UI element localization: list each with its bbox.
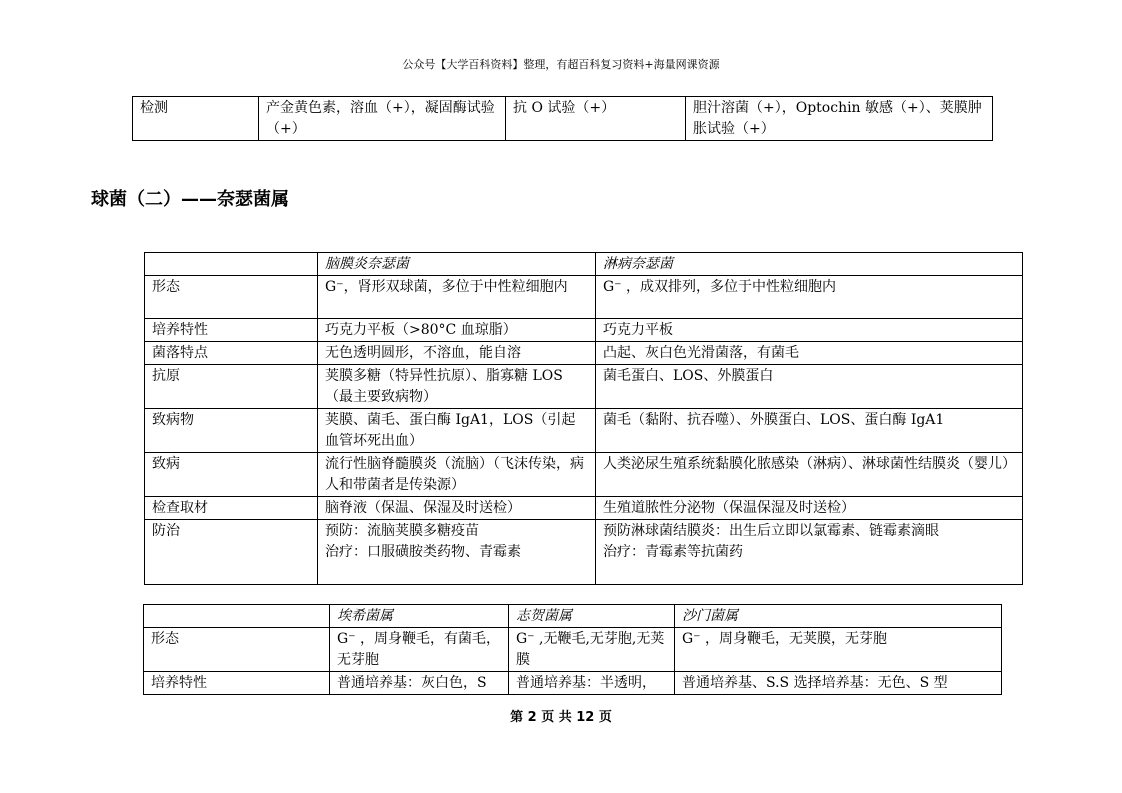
table-row (145, 319, 1023, 342)
header-cell: 埃希菌属 (330, 605, 509, 628)
header-cell: 淋病奈瑟菌 (596, 253, 1023, 276)
table-row (145, 520, 1023, 585)
row-label: 检测 (133, 97, 259, 141)
table-cell: 巧克力平板 (596, 319, 1023, 342)
table-cell: 巧克力平板（>80°C 血琼脂） (318, 319, 596, 342)
table-cell: 普通培养基：半透明， (509, 672, 675, 695)
table-cell: G⁻ ，周身鞭毛，无荚膜，无芽胞 (675, 628, 1002, 672)
table-cell: 人类泌尿生殖系统黏膜化脓感染（淋病）、淋球菌性结膜炎（婴儿） (596, 453, 1023, 497)
row-label: 致病 (145, 453, 318, 497)
section-heading: 球菌（二）——奈瑟菌属 (91, 189, 289, 210)
table-cell: 胆汁溶菌（+），Optochin 敏感（+）、荚膜肿胀试验（+） (686, 97, 993, 141)
row-label: 形态 (145, 276, 318, 319)
table-cell: 预防淋球菌结膜炎：出生后立即以氯霉素、链霉素滴眼 治疗：青霉素等抗菌药 (596, 520, 1023, 585)
table-row (133, 97, 993, 141)
table-cell: 脑脊液（保温、保湿及时送检） (318, 497, 596, 520)
page-footer: 第 2 页 共 12 页 (510, 710, 612, 725)
table-cell: 无色透明圆形，不溶血，能自溶 (318, 342, 596, 365)
table-header-row (144, 605, 1002, 628)
table-row (145, 276, 1023, 319)
table-cell: 普通培养基：灰白色，S (330, 672, 509, 695)
row-label: 菌落特点 (145, 342, 318, 365)
row-label: 防治 (145, 520, 318, 585)
table-cell: 抗 O 试验（+） (506, 97, 686, 141)
table-cell: 普通培养基、S.S 选择培养基：无色、S 型 (675, 672, 1002, 695)
header-cell (144, 605, 330, 628)
row-label: 致病物 (145, 409, 318, 453)
page-header: 公众号【大学百科资料】整理，有超百科复习资料+海量网课资源 (402, 58, 720, 71)
header-cell: 志贺菌属 (509, 605, 675, 628)
row-label: 检查取材 (145, 497, 318, 520)
table-cell: 菌毛（黏附、抗吞噬）、外膜蛋白、LOS、蛋白酶 IgA1 (596, 409, 1023, 453)
table-detection (132, 96, 993, 141)
table-cell: 凸起、灰白色光滑菌落，有菌毛 (596, 342, 1023, 365)
table-cell: G⁻ ,无鞭毛,无芽胞,无荚膜 (509, 628, 675, 672)
table-cell: 荚膜多糖（特异性抗原）、脂寡糖 LOS（最主要致病物） (318, 365, 596, 409)
header-cell: 脑膜炎奈瑟菌 (318, 253, 596, 276)
table-cell: 产金黄色素，溶血（+），凝固酶试验（+） (259, 97, 506, 141)
table-row (145, 342, 1023, 365)
table-row (145, 409, 1023, 453)
table-cell: G⁻，肾形双球菌，多位于中性粒细胞内 (318, 276, 596, 319)
table-cell: 生殖道脓性分泌物（保温保湿及时送检） (596, 497, 1023, 520)
row-label: 培养特性 (145, 319, 318, 342)
table-row (144, 672, 1002, 695)
table-cell: G⁻ ，成双排列，多位于中性粒细胞内 (596, 276, 1023, 319)
table-cell: 菌毛蛋白、LOS、外膜蛋白 (596, 365, 1023, 409)
header-cell: 沙门菌属 (675, 605, 1002, 628)
table-enterobacteria (143, 604, 1002, 695)
row-label: 培养特性 (144, 672, 330, 695)
table-cell: 荚膜、菌毛、蛋白酶 IgA1，LOS（引起血管坏死出血） (318, 409, 596, 453)
table-neisseria (144, 252, 1023, 585)
table-row (144, 628, 1002, 672)
table-row (145, 365, 1023, 409)
table-header-row (145, 253, 1023, 276)
header-cell (145, 253, 318, 276)
row-label: 形态 (144, 628, 330, 672)
row-label: 抗原 (145, 365, 318, 409)
table-row (145, 453, 1023, 497)
table-row (145, 497, 1023, 520)
table-cell: G⁻ ，周身鞭毛，有菌毛，无芽胞 (330, 628, 509, 672)
table-cell: 流行性脑脊髓膜炎（流脑）（飞沫传染，病人和带菌者是传染源） (318, 453, 596, 497)
table-cell: 预防：流脑荚膜多糖疫苗 治疗：口服磺胺类药物、青霉素 (318, 520, 596, 585)
